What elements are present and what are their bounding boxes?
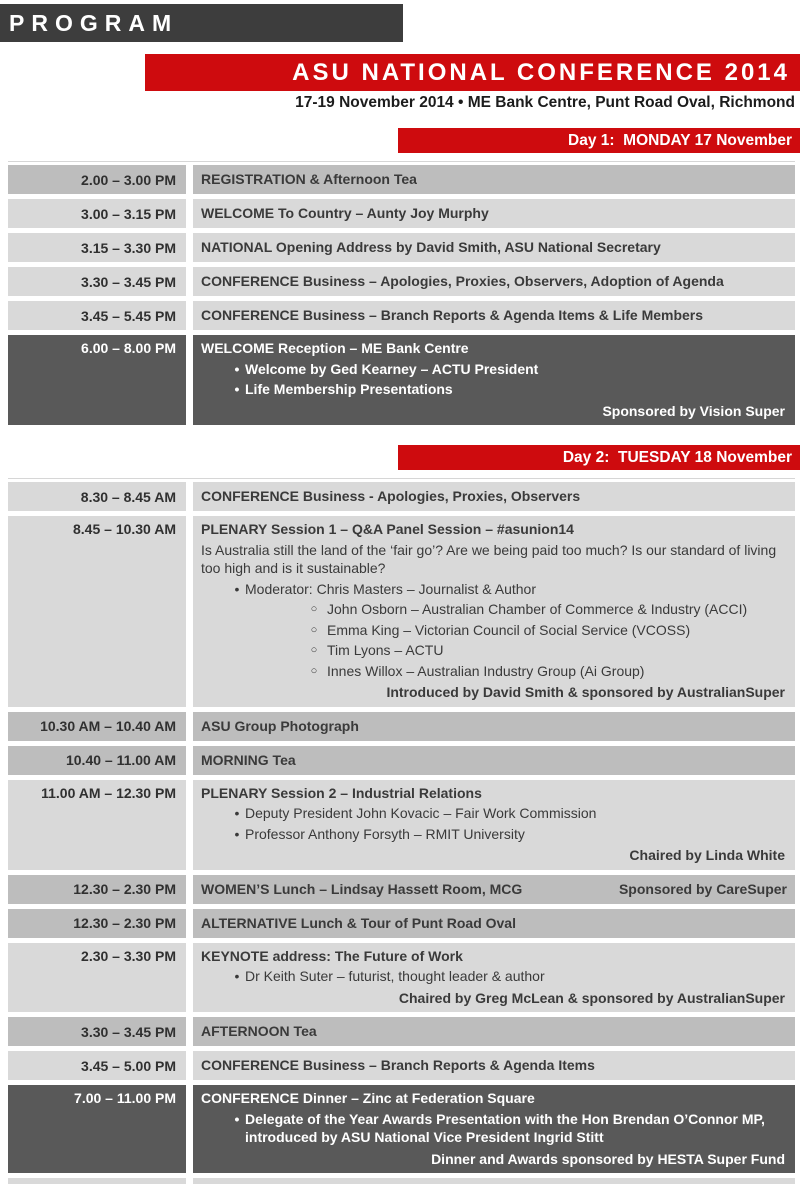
schedule — [0, 128, 800, 1184]
bullet-item — [201, 360, 787, 379]
session-title: MORNING Tea — [201, 751, 296, 768]
session-title: NATIONAL Opening Address by David Smith, ASU National Secretary — [201, 239, 661, 256]
day-rows — [8, 482, 795, 1173]
schedule-row — [8, 199, 795, 228]
row-description — [193, 1051, 795, 1080]
row-description — [193, 482, 795, 511]
sponsor-note: Dinner and Awards sponsored by HESTA Super Fund — [431, 1150, 785, 1167]
bullet-text: Delegate of the Year Awards Presentation with the Hon Brendan O’Connor MP, introduced by ASU National Vice President Ingrid Stitt — [245, 1110, 765, 1145]
sponsor-note: Introduced by David Smith & sponsored by AustralianSuper — [386, 684, 785, 700]
row-time: 3.45 – 5.00 PM — [8, 1051, 186, 1080]
schedule-row — [8, 1085, 795, 1173]
bullet-marker: • — [234, 580, 240, 597]
row-time: 10.40 – 11.00 AM — [8, 746, 186, 775]
sub-bullet-marker: ○ — [310, 623, 318, 636]
cutoff-time-cell — [8, 1178, 186, 1184]
sub-bullet-item — [201, 641, 787, 660]
sponsor-note: Sponsored by CareSuper — [618, 880, 787, 897]
schedule-row — [8, 516, 795, 707]
row-description — [193, 746, 795, 775]
bullet-text: Moderator: Chris Masters – Journalist & Author — [245, 580, 537, 597]
schedule-row — [8, 335, 795, 425]
schedule-row — [8, 780, 795, 870]
sub-bullet-marker: ○ — [310, 603, 318, 615]
row-description — [193, 909, 795, 938]
session-title: ALTERNATIVE Lunch & Tour of Punt Road Oval — [201, 914, 516, 931]
cutoff-row — [8, 1178, 795, 1184]
session-title: PLENARY Session 2 – Industrial Relations — [201, 784, 482, 801]
session-title: ASU Group Photograph — [201, 717, 359, 734]
bullet-text: Innes Willox – Australian Industry Group (Ai Group) — [327, 662, 645, 679]
row-time: 3.30 – 3.45 PM — [8, 1017, 186, 1046]
sub-bullet-marker: ○ — [310, 644, 318, 656]
session-title-text: WOMEN’S Lunch – Lindsay Hassett Room, MCG — [201, 880, 523, 897]
row-time: 3.30 – 3.45 PM — [8, 267, 186, 296]
session-title: CONFERENCE Business – Apologies, Proxies, Observers, Adoption of Agenda — [201, 273, 724, 290]
session-title — [201, 880, 787, 899]
row-time: 2.30 – 3.30 PM — [8, 943, 186, 1013]
row-time: 11.00 AM – 12.30 PM — [8, 780, 186, 870]
bullet-item — [201, 825, 787, 844]
schedule-row — [8, 482, 795, 511]
bullet-item — [201, 1110, 787, 1147]
table-top-rule — [8, 478, 795, 479]
day-rows — [8, 165, 795, 425]
day-header: Day 1: MONDAY 17 November — [398, 128, 800, 153]
sponsor-note: Sponsored by Vision Super — [602, 402, 785, 419]
schedule-row — [8, 909, 795, 938]
session-title: WELCOME To Country – Aunty Joy Murphy — [201, 205, 489, 222]
bullet-marker: • — [234, 968, 240, 984]
bullet-text: Welcome by Ged Kearney – ACTU President — [245, 360, 539, 377]
row-time: 2.00 – 3.00 PM — [8, 165, 186, 194]
schedule-row — [8, 1017, 795, 1046]
row-time: 12.30 – 2.30 PM — [8, 875, 186, 904]
program-banner — [0, 4, 403, 42]
bullet-text: Life Membership Presentations — [245, 381, 453, 397]
row-description — [193, 516, 795, 707]
conference-title: ASU NATIONAL CONFERENCE 2014 — [292, 59, 790, 86]
bullet-item — [201, 380, 787, 399]
row-description — [193, 199, 795, 228]
bullet-text: Emma King – Victorian Council of Social Service (VCOSS) — [327, 621, 691, 638]
bullet-text: Dr Keith Suter – futurist, thought leader & author — [245, 968, 545, 984]
schedule-row — [8, 712, 795, 741]
cutoff-desc-cell — [193, 1178, 795, 1184]
schedule-row — [8, 165, 795, 194]
row-description — [193, 233, 795, 262]
day-section — [0, 128, 800, 425]
conference-title-bar — [145, 54, 800, 91]
row-description — [193, 301, 795, 330]
sub-bullet-item — [201, 662, 787, 681]
session-title: WELCOME Reception – ME Bank Centre — [201, 340, 469, 356]
session-title: REGISTRATION & Afternoon Tea — [201, 171, 417, 188]
day-header: Day 2: TUESDAY 18 November — [398, 445, 800, 470]
session-title: PLENARY Session 1 – Q&A Panel Session – #asunion14 — [201, 521, 574, 537]
row-description — [193, 875, 795, 904]
sub-bullet-item — [201, 621, 787, 640]
session-title: CONFERENCE Business - Apologies, Proxies, Observers — [201, 488, 581, 505]
row-description — [193, 943, 795, 1013]
bullet-marker: • — [234, 381, 240, 397]
row-time: 12.30 – 2.30 PM — [8, 909, 186, 938]
schedule-row — [8, 875, 795, 904]
bullet-marker: • — [234, 1110, 240, 1127]
row-description — [193, 335, 795, 425]
sponsor-note: Chaired by Linda White — [629, 847, 785, 863]
bullet-marker: • — [234, 825, 240, 842]
schedule-row — [8, 746, 795, 775]
row-time: 3.00 – 3.15 PM — [8, 199, 186, 228]
session-title: CONFERENCE Business – Branch Reports & Agenda Items & Life Members — [201, 307, 704, 324]
row-time: 7.00 – 11.00 PM — [8, 1085, 186, 1173]
row-time: 6.00 – 8.00 PM — [8, 335, 186, 425]
row-time: 8.30 – 8.45 AM — [8, 482, 186, 511]
sponsor-note: Chaired by Greg McLean & sponsored by AustralianSuper — [398, 989, 785, 1006]
bullet-marker: • — [234, 360, 240, 377]
row-description — [193, 267, 795, 296]
schedule-row — [8, 943, 795, 1013]
row-time: 8.45 – 10.30 AM — [8, 516, 186, 707]
schedule-row — [8, 233, 795, 262]
row-description — [193, 1085, 795, 1173]
row-description — [193, 165, 795, 194]
session-title: CONFERENCE Business – Branch Reports & Agenda Items — [201, 1057, 595, 1074]
row-time: 3.45 – 5.45 PM — [8, 301, 186, 330]
row-description — [193, 780, 795, 870]
row-description — [193, 712, 795, 741]
schedule-row — [8, 301, 795, 330]
sub-bullet-item — [201, 600, 787, 619]
table-top-rule — [8, 161, 795, 162]
program-label: PROGRAM — [9, 10, 179, 36]
bullet-text: John Osborn – Australian Chamber of Commerce & Industry (ACCI) — [327, 601, 748, 617]
bullet-text: Tim Lyons – ACTU — [327, 642, 444, 658]
bullet-marker: • — [234, 805, 240, 821]
row-description — [193, 1017, 795, 1046]
session-title: KEYNOTE address: The Future of Work — [201, 947, 463, 964]
bullet-item — [201, 967, 787, 986]
schedule-row — [8, 1051, 795, 1080]
schedule-row — [8, 267, 795, 296]
bullet-item — [201, 580, 787, 599]
session-title: CONFERENCE Dinner – Zinc at Federation Square — [201, 1090, 535, 1106]
bullet-text: Professor Anthony Forsyth – RMIT University — [245, 825, 525, 842]
session-text: Is Australia still the land of the ‘fair go’? Are we being paid too much? Is our standard of living too high and is it sustainable? — [201, 541, 777, 576]
conference-date-venue: 17-19 November 2014 • ME Bank Centre, Punt Road Oval, Richmond — [295, 94, 795, 111]
session-title: AFTERNOON Tea — [201, 1023, 317, 1040]
day-section — [0, 445, 800, 1173]
bullet-text: Deputy President John Kovacic – Fair Work Commission — [245, 805, 597, 821]
row-time: 10.30 AM – 10.40 AM — [8, 712, 186, 741]
sub-bullet-marker: ○ — [310, 664, 318, 677]
bullet-item — [201, 804, 787, 823]
row-time: 3.15 – 3.30 PM — [8, 233, 186, 262]
